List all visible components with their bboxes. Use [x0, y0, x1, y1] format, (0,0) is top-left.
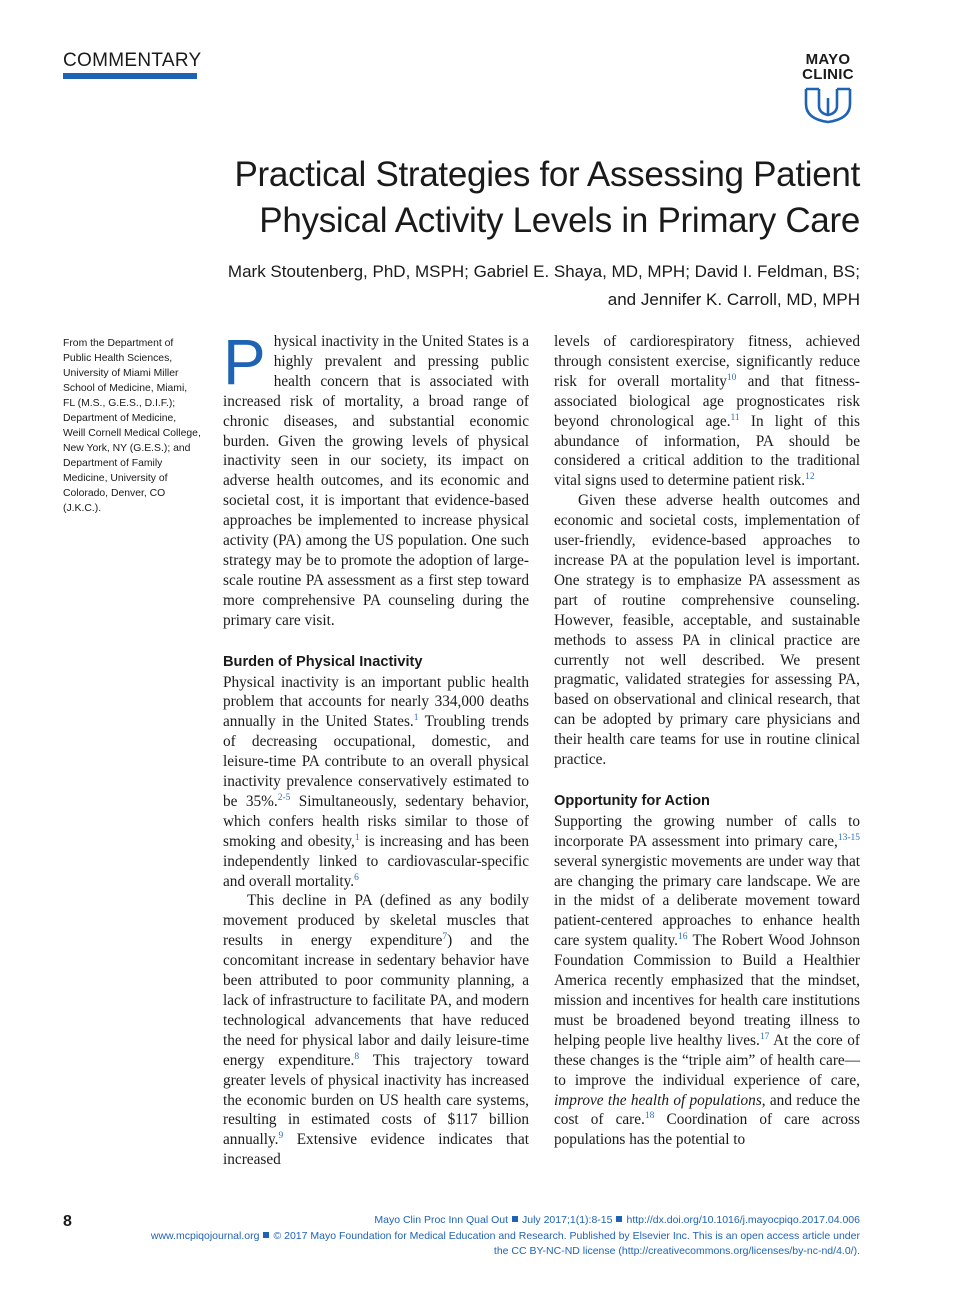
opportunity-paragraph — [554, 812, 860, 1150]
reference-link[interactable]: 18 — [644, 1111, 655, 1122]
fitness-paragraph — [554, 332, 860, 491]
reference-link[interactable]: 10 — [726, 372, 737, 383]
author-line-2: and Jennifer K. Carroll, MD, MPH — [607, 290, 860, 309]
reference-link[interactable]: 7 — [442, 932, 448, 943]
license-text: the CC BY-NC-ND license ( — [493, 1245, 622, 1257]
logo-line-1: MAYO — [805, 51, 851, 68]
logo-line-2: CLINIC — [802, 66, 854, 83]
bullet-icon — [616, 1216, 622, 1222]
text-run: In light of this abundance of information, PA should be considered a critical addition to the traditional vital signs used to determine patient risk. — [554, 412, 860, 490]
emphasis-text: improve the health of populations — [554, 1091, 762, 1109]
text-run: Physical inactivity is an important public health problem that accounts for nearly 334,000 deaths annually in the United States. — [223, 673, 529, 731]
drop-cap: P — [223, 326, 266, 398]
intro-text: hysical inactivity in the United States is a highly prevalent and pressing public health concern that is associated with increased risk of mortality, a broad range of chronic diseases, and substantial economic burden. Given the growing levels of physical inactivity seen in our society, its impact on adverse health outcomes, and its economic and societal cost, it is important that evidence-based approaches be implemented to increase physical activity (PA) among the US population. One such strategy may be to promote the adoption of large-scale routine PA assessment as a first step toward more comprehensive PA counseling during the primary care visit. — [223, 333, 529, 629]
license-end: ). — [853, 1245, 860, 1257]
burden-paragraph-2 — [223, 891, 529, 1170]
text-run: and that fitness-associated biological age prognosticates risk beyond chronological age. — [554, 372, 860, 430]
article-title — [200, 152, 860, 244]
author-list — [160, 258, 860, 314]
title-line-2: Physical Activity Levels in Primary Care — [259, 201, 860, 240]
journal-name: Mayo Clin Proc Inn Qual Out — [374, 1214, 508, 1226]
journal-website-link[interactable]: www.mcpiqojournal.org — [150, 1230, 260, 1242]
intro-paragraph — [223, 326, 529, 631]
text-run: Coordination of care across populations has the potential to — [554, 1111, 860, 1149]
text-run: Extensive evidence indicates that increased — [223, 1131, 529, 1169]
section-label: COMMENTARY — [63, 50, 202, 71]
text-run: The Robert Wood Johnson Foundation Commission to Build a Healthier America recently emphasized that the mindset, mission and incentives for health care institutions must be broadened beyond treating illness to helping people live healthy lives. — [554, 932, 861, 1049]
footer-copyright — [80, 1229, 860, 1244]
reference-link[interactable]: 1 — [354, 832, 360, 843]
reference-link[interactable]: 16 — [677, 932, 688, 943]
text-run: levels of cardiorespiratory fitness, achieved through consistent exercise, significantly reduce risk for overall mortality — [554, 333, 860, 390]
bullet-icon — [263, 1232, 269, 1238]
text-run: ) and the concomitant increase in sedentary behavior have been attributed to poor community planning, a lack of infrastructure to facilitate PA, and modern technological advancements that have reduced the need for physical labor and daily leisure-time energy expenditure. — [223, 932, 529, 1069]
issue-date: July 2017;1(1):8-15 — [522, 1214, 613, 1226]
text-run: is increasing and has been independently linked to cardiovascular-specific and overall mortality. — [223, 832, 529, 890]
section-rule — [63, 73, 197, 79]
reference-link[interactable]: 9 — [278, 1131, 284, 1142]
text-run: Simultaneously, sedentary behavior, which confers health risks similar to those of smoking and obesity, — [223, 792, 529, 850]
text-run: Troubling trends of decreasing occupational, domestic, and leisure-time PA contribute to an overall physical inactivity prevalence conservatively estimated to be 35%. — [223, 713, 529, 810]
body-column-left — [223, 326, 529, 1170]
text-run: This decline in PA (defined as any bodily movement produced by skeletal muscles that results in energy expenditure — [223, 892, 529, 950]
section-heading-opportunity: Opportunity for Action — [554, 792, 710, 809]
reference-link[interactable]: 13-15 — [837, 832, 860, 843]
reference-link[interactable]: 8 — [354, 1051, 360, 1062]
title-line-1: Practical Strategies for Assessing Patient — [234, 155, 860, 194]
copyright-text: © 2017 Mayo Foundation for Medical Education and Research. Published by Elsevier Inc. This is an open access article under — [273, 1230, 860, 1242]
mayo-clinic-logo — [792, 52, 864, 124]
reference-link[interactable]: 12 — [805, 472, 815, 483]
text-run: At the core of these changes is the “triple aim” of health care—to improve the individual experience of care, — [554, 1031, 860, 1089]
reference-link[interactable]: 2-5 — [277, 792, 291, 803]
footer-citation — [80, 1213, 860, 1228]
reference-link[interactable]: 1 — [413, 713, 419, 724]
footer-license — [80, 1244, 860, 1259]
license-link[interactable]: http://creativecommons.org/licenses/by-nc-nd/4.0/ — [621, 1245, 854, 1257]
body-column-right — [554, 332, 860, 1150]
page-number: 8 — [63, 1213, 72, 1230]
reference-link[interactable]: 17 — [759, 1031, 770, 1042]
affiliation-note: From the Department of Public Health Sciences, University of Miami Miller School of Medicine, Miami, FL (M.S., G.E.S., D.I.F.); Department of Medicine, Weill Cornell Medical College, New York, NY (G.E.S.); and Department of Family Medicine, University of Colorado, Denver, CO (J.K.C.). — [63, 338, 201, 514]
text-run: several synergistic movements are under way that are changing the primary care landscape. We are in the midst of a deliberate movement toward patient-centered approaches to enhance health care system quality. — [554, 852, 860, 950]
strategies-paragraph: Given these adverse health outcomes and economic and societal costs, implementation of user-friendly, evidence-based approaches to increase PA at the population level is important. One strategy is to emphasize PA assessment as part of routine comprehensive counseling. However, feasible, acceptable, and sustainable methods to assess PA in clinical practice are currently not well described. We present pragmatic, validated strategies for assessing PA, based on observational and clinical research, that can be adopted by primary care physicians and their health care teams for use in routine clinical practice. — [554, 492, 860, 769]
text-run: This trajectory toward greater levels of physical inactivity has increased the economic burden on US health care systems, resulting in estimated costs of $117 billion annually. — [223, 1051, 529, 1149]
text-run: , and reduce the cost of care. — [554, 1091, 860, 1129]
text-run: Supporting the growing number of calls to incorporate PA assessment into primary care, — [554, 812, 860, 850]
shield-icon — [803, 86, 853, 124]
burden-paragraph-1 — [223, 673, 529, 892]
bullet-icon — [512, 1216, 518, 1222]
section-heading-burden: Burden of Physical Inactivity — [223, 653, 423, 670]
author-line-1: Mark Stoutenberg, PhD, MSPH; Gabriel E. Shaya, MD, MPH; David I. Feldman, BS; — [227, 262, 860, 281]
reference-link[interactable]: 11 — [730, 412, 740, 423]
doi-link[interactable]: http://dx.doi.org/10.1016/j.mayocpiqo.2017.04.006 — [626, 1214, 860, 1226]
reference-link[interactable]: 6 — [354, 872, 359, 883]
